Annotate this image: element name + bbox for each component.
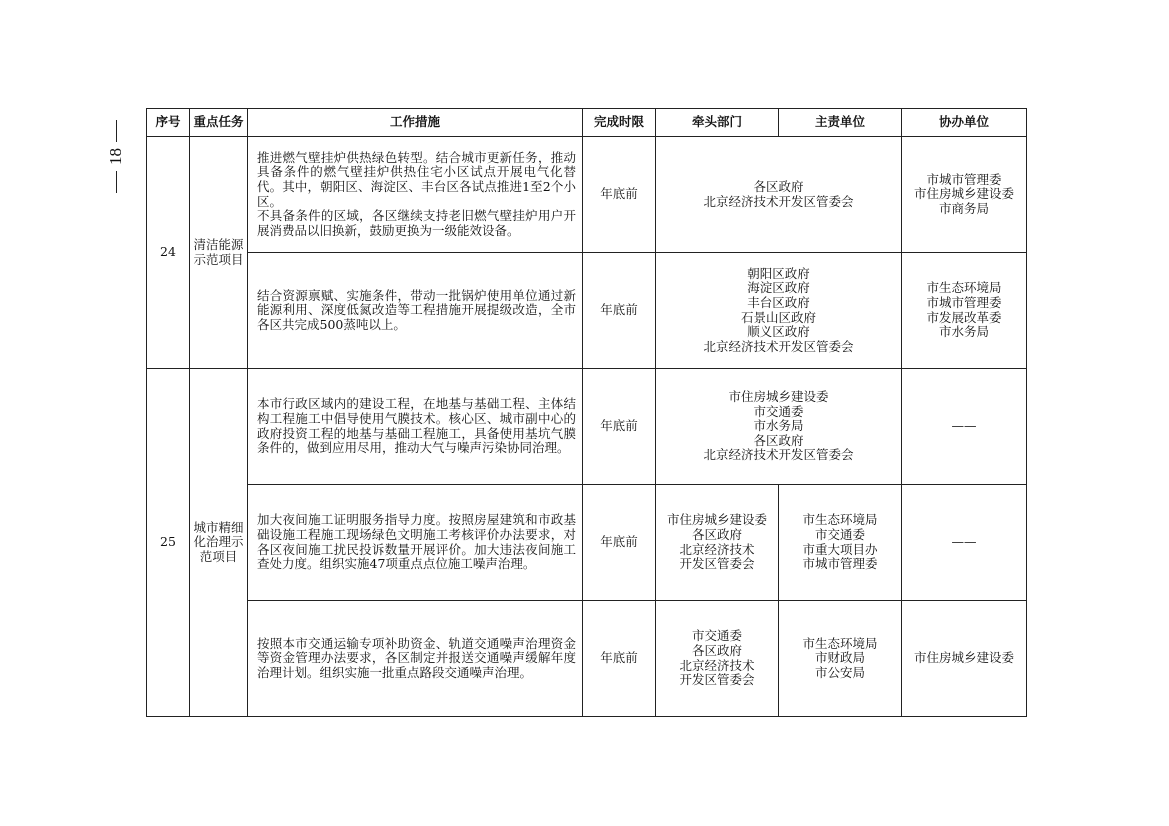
main-unit-cell: [779, 601, 902, 717]
page-number-dash-bottom: [116, 171, 117, 193]
assist-unit: 市生态环境局: [926, 280, 1002, 296]
main-unit-cell: [779, 485, 902, 601]
lead-unit: 市水务局: [753, 418, 804, 434]
deadline-cell: 年底前: [583, 485, 656, 601]
lead-unit: 石景山区政府: [740, 309, 816, 325]
lead-unit: 北京经济技术: [679, 657, 755, 673]
deadline-cell: 年底前: [583, 369, 656, 485]
measure-paragraph: 加大夜间施工证明服务指导力度。按照房屋建筑和市政基础设施工程施工现场绿色文明施工考核评价办法要求，对各区夜间施工扰民投诉数量开展评价。加大违法夜间施工查处力度。组织实施47项重点点位施工噪声治理。: [257, 512, 576, 572]
measure-cell: [248, 369, 583, 485]
table-row: [147, 601, 1027, 717]
seq-cell: 24: [147, 137, 190, 369]
measure-cell: [248, 485, 583, 601]
measure-paragraph: 推进燃气壁挂炉供热绿色转型。结合城市更新任务，推动具备条件的燃气壁挂炉供热住宅小区试点开展电气化替代。其中，朝阳区、海淀区、丰台区各试点推进1至2个小区。: [257, 149, 576, 209]
task-cell: [190, 137, 248, 369]
table-row: [147, 369, 1027, 485]
measure-paragraph: 不具备条件的区域，各区继续支持老旧燃气壁挂炉用户开展消费品以旧换新，鼓励更换为一级能效设备。: [257, 208, 576, 238]
table-row: [147, 485, 1027, 601]
header-assist: 协办单位: [902, 109, 1027, 137]
assist-cell: [902, 601, 1027, 717]
deadline-cell: 年底前: [583, 601, 656, 717]
page-number: [104, 120, 128, 220]
measure-cell: [248, 253, 583, 369]
task-cell: [190, 369, 248, 717]
main-unit: 市财政局: [814, 650, 865, 666]
assist-unit: 市发展改革委: [926, 309, 1002, 325]
lead-unit: 市住房城乡建设委: [728, 389, 829, 405]
task-text: 城市精细化治理示范项目: [193, 519, 244, 564]
measure-paragraph: 按照本市交通运输专项补助资金、轨道交通噪声治理资金等资金管理办法要求，各区制定并报送交通噪声缓解年度治理计划。组织实施一批重点路段交通噪声治理。: [257, 635, 576, 680]
lead-unit: 丰台区政府: [747, 294, 810, 310]
header-measure: 工作措施: [248, 109, 583, 137]
assist-unit: 市水务局: [938, 324, 989, 340]
main-unit: 市生态环境局: [802, 635, 878, 651]
assist-unit: 市商务局: [938, 200, 989, 216]
task-table: [146, 108, 1027, 717]
assist-cell: [902, 253, 1027, 369]
main-unit: 市生态环境局: [802, 512, 878, 528]
lead-unit: 北京经济技术: [679, 541, 755, 557]
lead-unit: 北京经济技术开发区管委会: [703, 193, 854, 209]
lead-cell: [656, 253, 902, 369]
seq-cell: 25: [147, 369, 190, 717]
header-seq: 序号: [147, 109, 190, 137]
measure-paragraph: 本市行政区域内的建设工程，在地基与基础工程、主体结构工程施工中倡导使用气膜技术。核心区、城市副中心的政府投资工程的地基与基础工程施工，具备使用基坑气膜条件的，做到应用尽用，推动大气与噪声污染协同治理。: [257, 396, 576, 456]
deadline-cell: 年底前: [583, 137, 656, 253]
lead-unit: 北京经济技术开发区管委会: [703, 338, 854, 354]
header-task: 重点任务: [190, 109, 248, 137]
table-row: [147, 253, 1027, 369]
assist-unit: 市住房城乡建设委: [913, 186, 1014, 202]
main-unit: 市公安局: [814, 664, 865, 680]
main-unit: 市交通委: [814, 526, 865, 542]
header-main-unit: 主责单位: [779, 109, 902, 137]
lead-unit: 各区政府: [691, 526, 742, 542]
lead-unit: 市住房城乡建设委: [666, 512, 767, 528]
deadline-cell: 年底前: [583, 253, 656, 369]
lead-unit: 海淀区政府: [747, 280, 810, 296]
assist-cell: [902, 137, 1027, 253]
lead-unit: 市交通委: [753, 403, 804, 419]
lead-unit: 顺义区政府: [747, 324, 810, 340]
lead-unit: 各区政府: [753, 178, 804, 194]
task-text: 清洁能源示范项目: [193, 236, 244, 267]
page-number-text: 18: [106, 148, 125, 165]
assist-unit: 市城市管理委: [926, 171, 1002, 187]
measure-cell: [248, 601, 583, 717]
main-unit: 市城市管理委: [802, 556, 878, 572]
lead-cell: [656, 137, 902, 253]
header-lead: 牵头部门: [656, 109, 779, 137]
table-row: [147, 137, 1027, 253]
lead-unit: 开发区管委会: [679, 556, 755, 572]
lead-unit: 各区政府: [753, 432, 804, 448]
lead-cell: [656, 485, 779, 601]
lead-unit: 开发区管委会: [679, 672, 755, 688]
lead-unit: 朝阳区政府: [747, 265, 810, 281]
lead-unit: 市交通委: [691, 628, 742, 644]
lead-cell: [656, 601, 779, 717]
lead-cell: [656, 369, 902, 485]
assist-unit: 市住房城乡建设委: [913, 650, 1014, 666]
table-header-row: [147, 109, 1027, 137]
page-number-dash-top: [116, 120, 117, 142]
assist-unit: 市城市管理委: [926, 294, 1002, 310]
assist-cell: ——: [902, 485, 1027, 601]
assist-cell: ——: [902, 369, 1027, 485]
measure-cell: [248, 137, 583, 253]
header-deadline: 完成时限: [583, 109, 656, 137]
measure-paragraph: 结合资源禀赋、实施条件，带动一批锅炉使用单位通过新能源利用、深度低氮改造等工程措施开展提级改造，全市各区共完成500蒸吨以上。: [257, 287, 576, 332]
lead-unit: 各区政府: [691, 642, 742, 658]
main-unit: 市重大项目办: [802, 541, 878, 557]
lead-unit: 北京经济技术开发区管委会: [703, 447, 854, 463]
